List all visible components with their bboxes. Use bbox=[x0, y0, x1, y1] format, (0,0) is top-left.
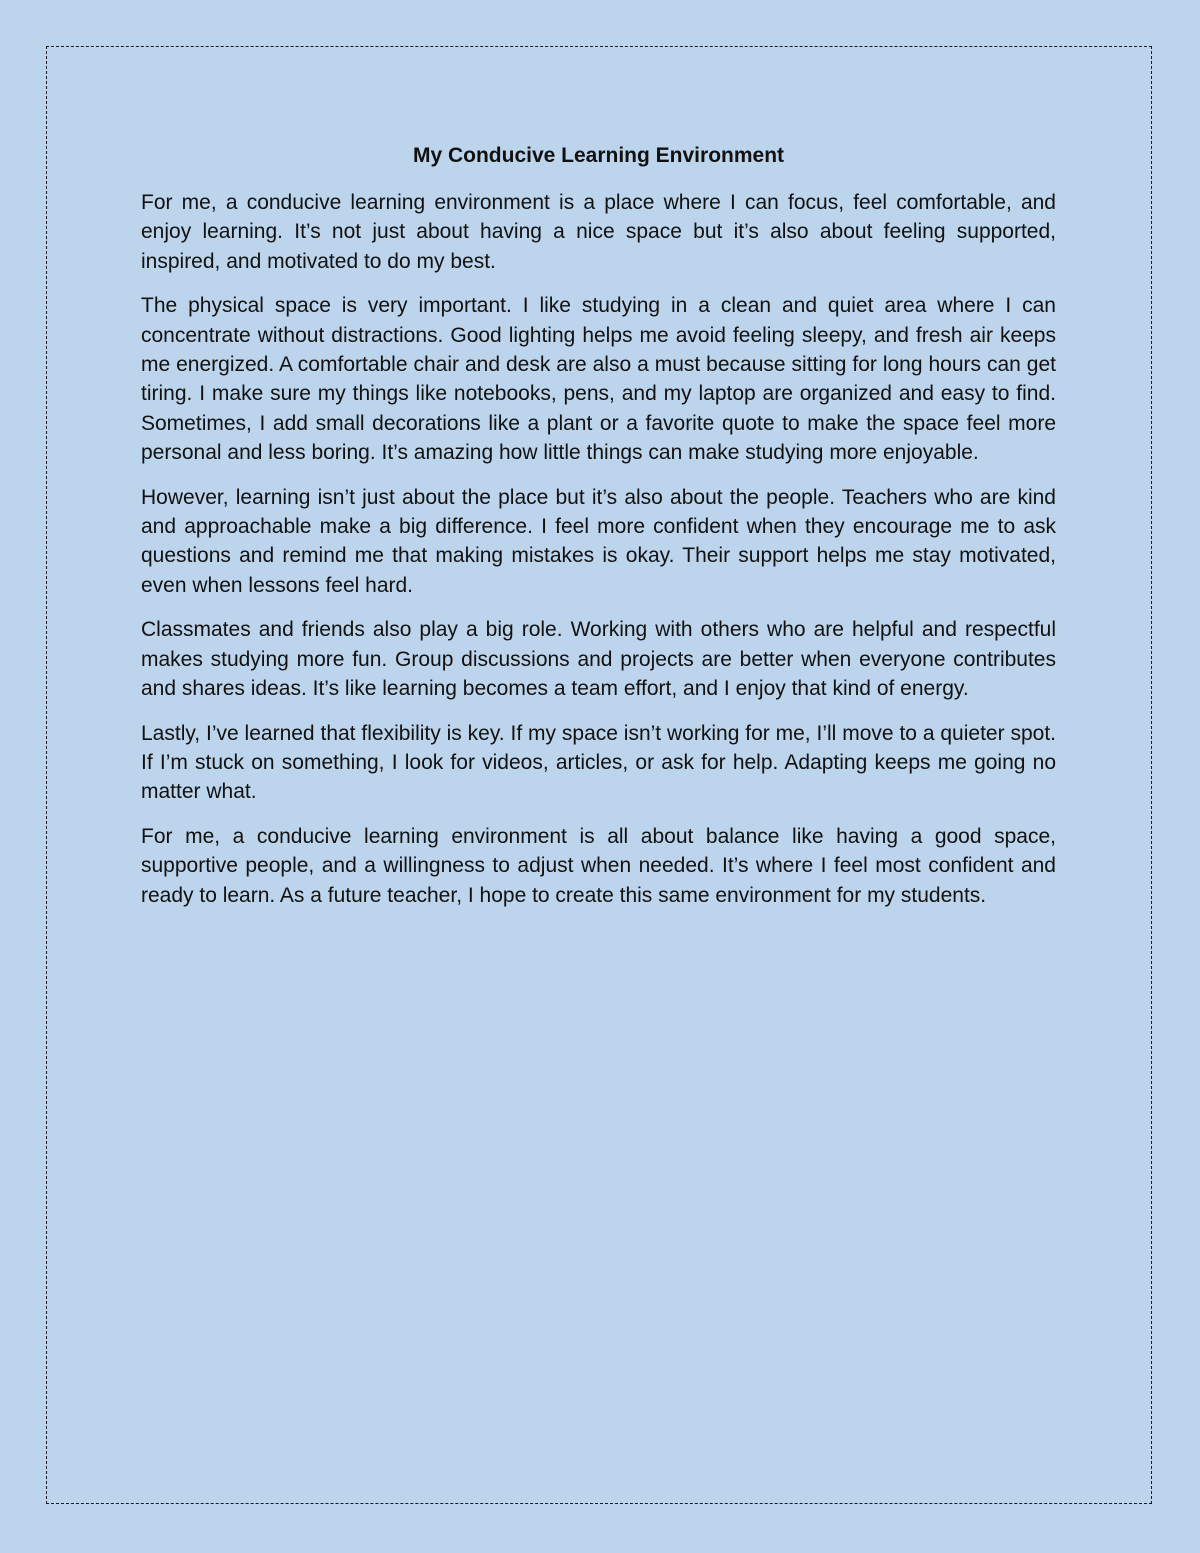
paragraph-flexibility: Lastly, I’ve learned that flexibility is key. If my space isn’t working for me, I’ll move to a quieter spot. If I’m stuck on something, I look for videos, articles, or ask for help. Adapting keeps me going no matter what. bbox=[141, 721, 1056, 804]
paragraph-teachers: However, learning isn’t just about the place but it’s also about the people. Teachers who are kind and approachable make a big difference. I feel more confident when they encourage me to ask questions and remind me that making mistakes is okay. Their support helps me stay motivated, even when lessons feel hard. bbox=[141, 485, 1056, 597]
paragraph-physical-space: The physical space is very important. I like studying in a clean and quiet area where I can concentrate without distractions. Good lighting helps me avoid feeling sleepy, and fresh air keeps me energized. A comfortable chair and desk are also a must because sitting for long hours can get tiring. I make sure my things like notebooks, pens, and my laptop are organized and easy to find. Sometimes, I add small decorations like a plant or a favorite quote to make the space feel more personal and less boring. It’s amazing how little things can make studying more enjoyable. bbox=[141, 294, 1056, 465]
paragraph-conclusion: For me, a conducive learning environment is all about balance like having a good space, supportive people, and a willingness to adjust when needed. It’s where I feel most confident and ready to learn. As a future teacher, I hope to create this same environment for my students. bbox=[141, 824, 1056, 907]
paragraph-classmates: Classmates and friends also play a big role. Working with others who are helpful and respectful makes studying more fun. Group discussions and projects are better when everyone contributes and shares ideas. It’s like learning becomes a team effort, and I enjoy that kind of energy. bbox=[141, 618, 1056, 701]
document-content bbox=[141, 143, 1056, 925]
document-title: My Conducive Learning Environment bbox=[412, 144, 785, 167]
paragraph-intro: For me, a conducive learning environment is a place where I can focus, feel comfortable, and enjoy learning. It’s not just about having a nice space but it’s also about feeling supported, inspired, and motivated to do my best. bbox=[141, 191, 1056, 273]
